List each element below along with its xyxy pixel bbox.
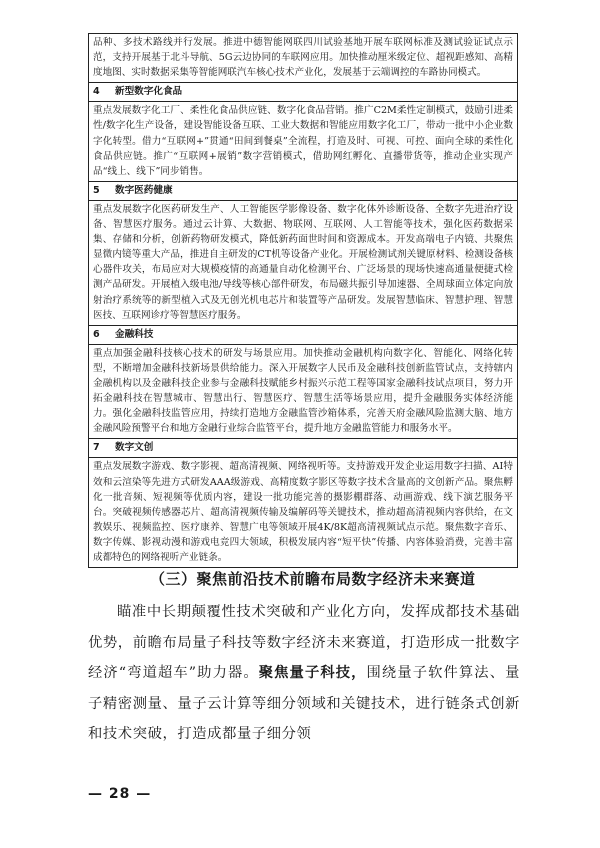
table-row — [89, 102, 518, 181]
body-paragraph — [88, 597, 520, 750]
row-title: 新型数字化食品 — [115, 86, 183, 98]
row-text: 重点发展数字化医药研发生产、人工智能医学影像设备、数字化体外诊断设备、全数字先进治疗设备、智慧医疗服务。通过云计算、大数据、物联网、互联网、人工智能等技术，强化医药数据采集、存储和分析，创新药物研发模式，降低新药面世时间和资源成本。开发高端电子内镜、共聚焦显微内镜等重大产品，推进自主研发的CT机等设备产业化。开展检测试剂关键原材料、检测设备核心器件攻关，布局应对大规模疫情的高通量自动化检测平台、广泛场景的现场快速高通量便捷式检测产品研发。开展植入级电池/导线等核心部件研发，布局磁共振引导加速器、全周球面立体定向放射治疗系统等的新型植入式及无创光机电芯片和装置等产品研发。发展智慧临床、智慧护理、智慧医技、互联网诊疗等智慧医疗服务。 — [89, 200, 518, 325]
row-number: 4 — [93, 86, 100, 98]
table-row — [89, 34, 518, 83]
industry-table — [88, 33, 518, 568]
table-row — [89, 83, 518, 102]
table-row — [89, 344, 518, 439]
row-text: 重点加强金融科技核心技术的研发与场景应用。加快推动金融机构向数字化、智能化、网络化转型，不断增加金融科技新场景供给能力。深入开展数字人民币及金融科技创新监管试点，支持辖内金融机构以及金融科技企业参与金融科技赋能乡村振兴示范工程等国家金融科技试点项目，努力开拓金融科技在智慧城市、智慧出行、智慧医疗、智慧生活等场景应用，提升金融服务实体经济能力。强化金融科技监管应用，持续打造地方金融监管沙箱体系，完善天府金融风险监测大脑、地方金融风险预警平台和地方金融行业综合监管平台，提升地方金融监管能力和服务水平。 — [89, 344, 518, 439]
table-row — [89, 325, 518, 344]
row-text: 重点发展数字化工厂、柔性化食品供应链、数字化食品营销。推广C2M柔性定制模式，鼓励引进柔性/数字化生产设备，建设智能设备互联、工业大数据和智能应用数字化工厂，带动一批中小企业数字化转型。借力“互联网+”贯通“田间到餐桌”全流程，打造及时、可视、可控、面向全球的柔性化食品供应链。推广“互联网+展销”数字营销模式，借助网红孵化、直播带货等，推动企业实现产品“线上、线下”同步销售。 — [89, 102, 518, 181]
row-header — [89, 181, 518, 200]
paragraph-text: 瞄准中长期颠覆性技术突破和产业化方向，发挥成都技术基础优势，前瞻布局量子科技等数字经济未来赛道，打造形成一批数字经济“弯道超车”助力器。 — [88, 604, 521, 681]
row-number: 7 — [93, 442, 100, 454]
table-row — [89, 458, 518, 568]
table-row — [89, 181, 518, 200]
row-header — [89, 83, 518, 102]
row-text: 重点发展数字游戏、数字影视、超高清视频、网络视听等。支持游戏开发企业运用数字扫描、AI特效和云渲染等先进方式研发AAA级游戏、高精度数字影区等数字技术含量高的文创新产品。聚焦孵化一批音频、短视频等优质内容，建设一批功能完善的摄影棚群落、动画游戏、线下演艺服务平台。突破视频传感器芯片、超高清视频传输及编解码等关键技术，推动超高清视频内容供给，在文教娱乐、视频监控、医疗康养、智慧广电等领域开展4K/8K超高清视频试点示范。聚焦数字音乐、数字传媒、影视动漫和游戏电竞四大领域，积极发展内容“短平快”传播、内容体验消费，完善丰富成都特色的网络视听产业链条。 — [89, 458, 518, 568]
table-row — [89, 200, 518, 325]
table-cell-continued: 品种、多技术路线并行发展。推进中德智能网联四川试验基地开展车联网标准及测试验证试点示范，支持开展基于北斗导航、5G云边协同的车联网应用。加快推动厘米级定位、超视距感知、高精度地图、实时数据采集等智能网联汽车核心技术产业化，发展基于云端调控的车路协同模式。 — [89, 34, 518, 83]
row-number: 5 — [93, 184, 100, 196]
row-header — [89, 325, 518, 344]
paragraph-bold-lead: 聚焦量子科技， — [258, 665, 367, 681]
table-row — [89, 439, 518, 458]
row-header — [89, 439, 518, 458]
paragraph-text-continued: 围绕量子软件算法、量子精密测量、量子云计算等细分领域和关键技术，进行链条式创新和技术突破，打造成都量子细分领 — [88, 665, 521, 742]
page-number: — 28 — — [88, 786, 152, 802]
row-title: 数字文创 — [115, 442, 154, 454]
section-heading: （三）聚焦前沿技术前瞻布局数字经济未来赛道 — [150, 570, 476, 588]
row-number: 6 — [93, 328, 100, 340]
row-title: 数字医药健康 — [115, 184, 173, 196]
row-title: 金融科技 — [115, 328, 154, 340]
